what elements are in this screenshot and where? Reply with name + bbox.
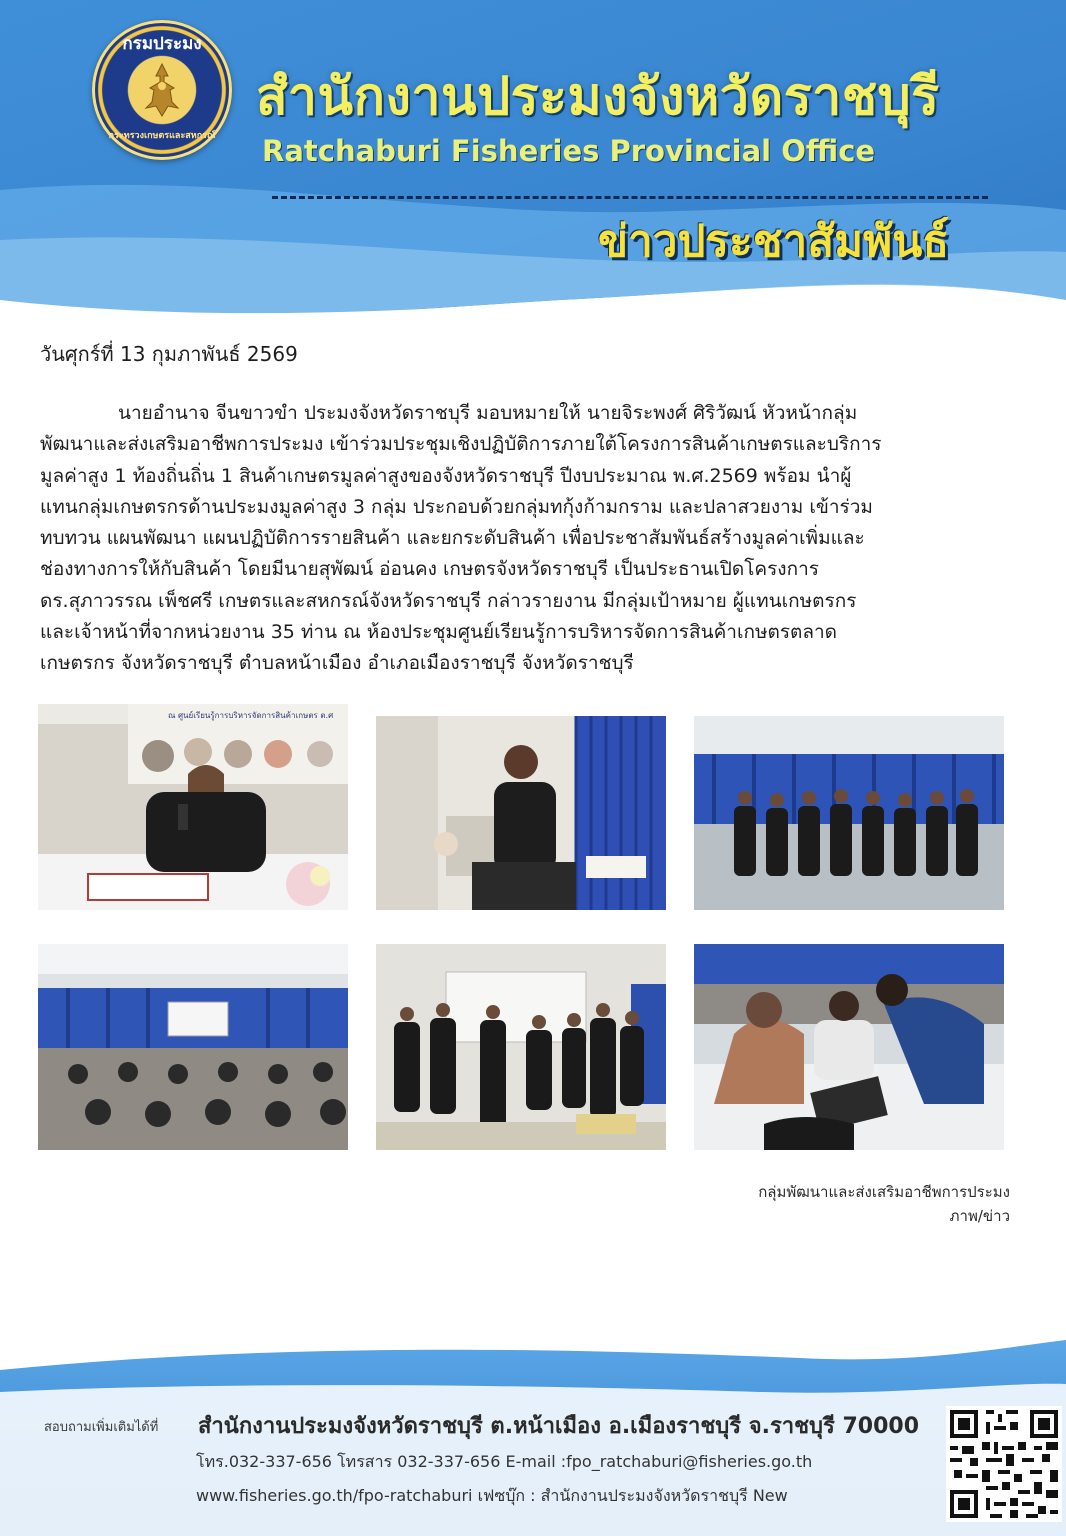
article-line: เกษตรกร จังหวัดราชบุรี ตำบลหน้าเมือง อำเภอเมืองราชบุรี จังหวัดราชบุรี [40, 652, 634, 675]
article-line: และเจ้าหน้าที่จากหน่วยงาน 35 ท่าน ณ ห้องประชุมศูนย์เรียนรู้การบริหารจัดการสินค้าเกษตรตลาด [40, 621, 838, 644]
footer-office-address: สำนักงานประมงจังหวัดราชบุรี ต.หน้าเมือง อ.เมืองราชบุรี จ.ราชบุรี 70000 [198, 1414, 920, 1439]
photo-group-with-products [376, 944, 666, 1150]
seal-top-text: กรมประมง [122, 34, 202, 54]
credit-block [758, 1180, 1010, 1228]
press-release-label: ข่าวประชาสัมพันธ์ [598, 216, 950, 267]
article-body [40, 398, 1025, 680]
article-date: วันศุกร์ที่ 13 กุมภาพันธ์ 2569 [40, 342, 298, 366]
article-line: มูลค่าสูง 1 ท้องถิ่นถิ่น 1 สินค้าเกษตรมูลค่าสูงของจังหวัดราชบุรี ปีงบประมาณ พ.ศ.2569 พร้อม นำผู้ [40, 464, 852, 487]
photo-workshop-tablets [694, 944, 1004, 1150]
department-seal [92, 20, 232, 160]
seal-bottom-text: กระทรวงเกษตรและสหกรณ์ [108, 131, 216, 141]
article-line: ทบทวน แผนพัฒนา แผนปฏิบัติการรายสินค้า และยกระดับสินค้า เพื่อประชาสัมพันธ์สร้างมูลค่าเพิ่มและ [40, 527, 865, 550]
article-line: ช่องทางการให้กับสินค้า โดยมีนายสุพัฒน์ อ่อนคง เกษตรจังหวัดราชบุรี เป็นประธานเปิดโครงการ [40, 558, 819, 581]
footer-ask-more: สอบถามเพิ่มเติมได้ที่ [44, 1420, 159, 1435]
article-line: นายอำนาจ จีนขาวขำ ประมงจังหวัดราชบุรี มอบหมายให้ นายจิระพงศ์ ศิริวัฒน์ หัวหน้ากลุ่ม [118, 402, 858, 424]
screen-caption: ณ ศูนย์เรียนรู้การบริหารจัดการสินค้าเกษตร ต.ศ [168, 711, 334, 720]
footer-contact-line: โทร.032-337-656 โทรสาร 032-337-656 E-mail :fpo_ratchaburi@fisheries.go.th [196, 1452, 813, 1471]
deity-emblem-icon [138, 62, 186, 118]
photo-audience-hall [38, 944, 348, 1150]
credit-group-name: กลุ่มพัฒนาและส่งเสริมอาชีพการประมง [758, 1183, 1010, 1201]
photo-woman-speaking [376, 716, 666, 910]
office-title-english: Ratchaburi Fisheries Provincial Office [262, 134, 876, 168]
article-line: พัฒนาและส่งเสริมอาชีพการประมง เข้าร่วมประชุมเชิงปฏิบัติการภายใต้โครงการสินค้าเกษตรและบริการ [40, 433, 882, 456]
qr-code-icon[interactable] [946, 1406, 1062, 1522]
header-divider [272, 196, 988, 199]
article-line: แทนกลุ่มเกษตรกรด้านประมงมูลค่าสูง 3 กลุ่ม ประกอบด้วยกลุ่มทกุ้งก้ามกราม และปลาสวยงาม เข้าร่วม [40, 495, 873, 518]
footer-website-link[interactable]: www.fisheries.go.th/fpo-ratchaburi เฟซบุ๊ก : สำนักงานประมงจังหวัดราชบุรี New [196, 1486, 788, 1505]
footer-banner [0, 1340, 1066, 1536]
photo-group-standing [694, 716, 1004, 910]
header-banner [0, 0, 1066, 340]
photo-speaker-at-table [38, 704, 348, 910]
article-line: ดร.สุภาวรรณ เพ็ชศรี เกษตรและสหกรณ์จังหวัดราชบุรี กล่าวรายงาน มีกลุ่มเป้าหมาย ผู้แทนเกษตรกร [40, 589, 857, 612]
office-title-thai: สำนักงานประมงจังหวัดราชบุรี [256, 67, 940, 127]
credit-photo-news: ภาพ/ข่าว [949, 1207, 1010, 1225]
